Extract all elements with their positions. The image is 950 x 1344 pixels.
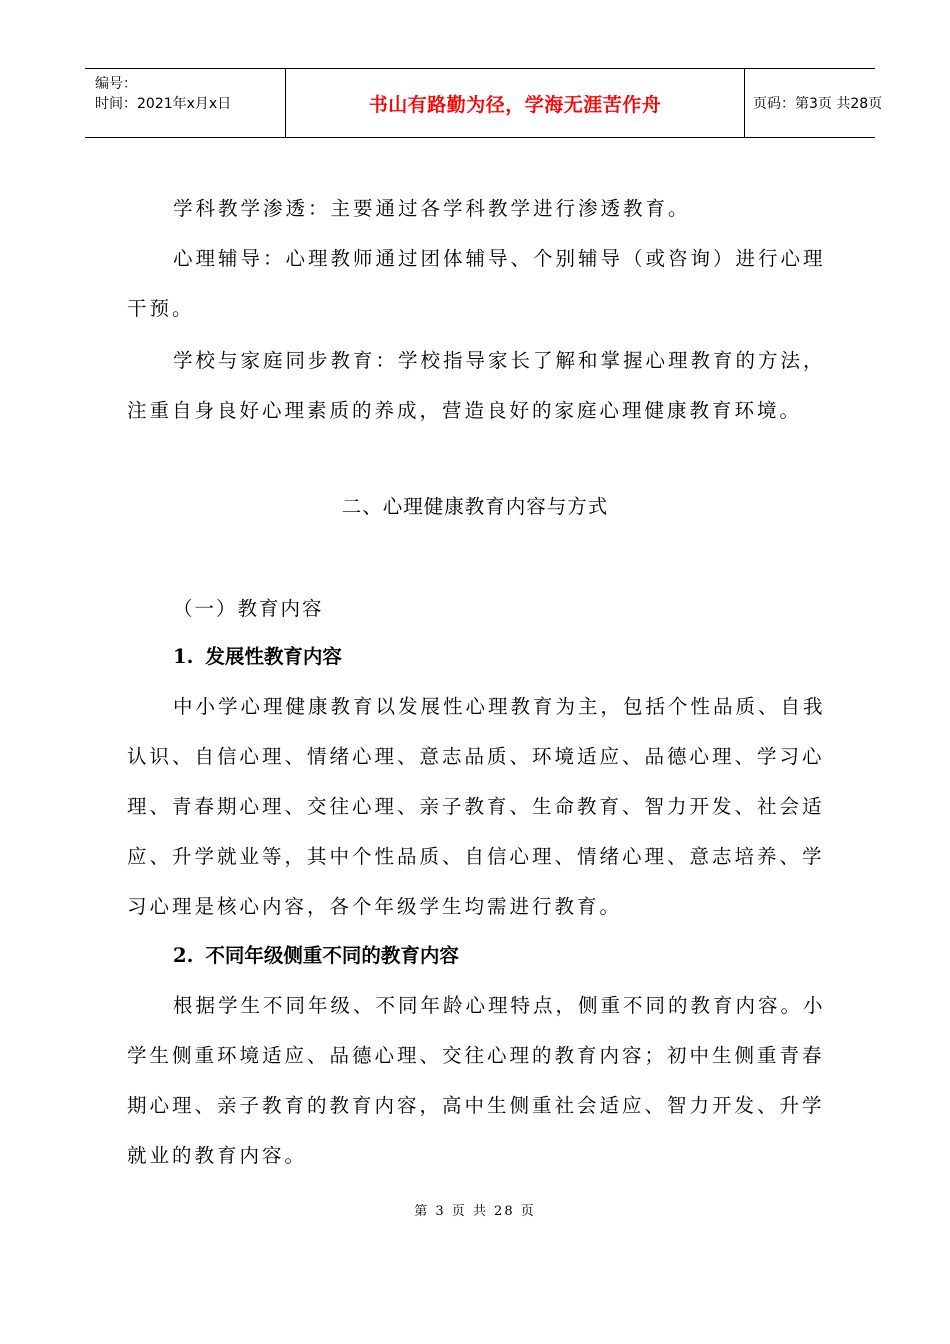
paragraph-development-line2: 认识、自信心理、情绪心理、意志品质、环境适应、品德心理、学习心 bbox=[127, 745, 825, 768]
header-motto-cell bbox=[285, 69, 745, 137]
paragraph-grades-line1: 根据学生不同年级、不同年龄心理特点，侧重不同的教育内容。小 bbox=[173, 994, 826, 1017]
paragraph-counseling-line1: 心理辅导：心理教师通过团体辅导、个别辅导（或咨询）进行心理 bbox=[173, 247, 826, 270]
item2-title: 不同年级侧重不同的教育内容 bbox=[205, 944, 459, 967]
paragraph-development-line3: 理、青春期心理、交往心理、亲子教育、生命教育、智力开发、社会适 bbox=[127, 795, 825, 818]
document-number-label: 编号： bbox=[95, 76, 137, 92]
paragraph-counseling-line2: 干预。 bbox=[127, 297, 195, 320]
paragraph-development-line5: 习心理是核心内容，各个年级学生均需进行教育。 bbox=[127, 895, 623, 918]
paragraph-family-line2: 注重自身良好心理素质的养成，营造良好的家庭心理健康教育环境。 bbox=[127, 399, 803, 422]
paragraph-grades-line3: 期心理、亲子教育的教育内容，高中生侧重社会适应、智力开发、升学 bbox=[127, 1094, 825, 1117]
page-footer: 第 3 页 共 28 页 bbox=[414, 1204, 536, 1219]
item2-number: 2. bbox=[173, 944, 194, 967]
subsection-title: （一）教育内容 bbox=[173, 597, 324, 620]
section-title: 二、心理健康教育内容与方式 bbox=[341, 495, 609, 518]
header-motto: 书山有路勤为径，学海无涯苦作舟 bbox=[368, 93, 662, 116]
paragraph-subject-teaching: 学科教学渗透：主要通过各学科教学进行渗透教育。 bbox=[173, 197, 691, 220]
page-header bbox=[85, 68, 883, 138]
item1-heading bbox=[173, 641, 342, 669]
header-page-number: 页码：第3页 共28页 bbox=[753, 96, 883, 112]
paragraph-grades-line4: 就业的教育内容。 bbox=[127, 1144, 308, 1167]
item1-number: 1. bbox=[173, 645, 194, 668]
header-page-cell bbox=[743, 69, 883, 137]
paragraph-development-line4: 应、升学就业等，其中个性品质、自信心理、情绪心理、意志培养、学 bbox=[127, 845, 825, 868]
document-time-label: 时间：2021年x月x日 bbox=[95, 96, 232, 112]
header-meta-cell bbox=[85, 69, 285, 137]
paragraph-development-line1: 中小学心理健康教育以发展性心理教育为主，包括个性品质、自我 bbox=[173, 695, 826, 718]
item1-title: 发展性教育内容 bbox=[205, 645, 342, 668]
paragraph-family-line1: 学校与家庭同步教育：学校指导家长了解和掌握心理教育的方法， bbox=[173, 349, 826, 372]
item2-heading bbox=[173, 940, 459, 968]
paragraph-grades-line2: 学生侧重环境适应、品德心理、交往心理的教育内容；初中生侧重青春 bbox=[127, 1044, 825, 1067]
